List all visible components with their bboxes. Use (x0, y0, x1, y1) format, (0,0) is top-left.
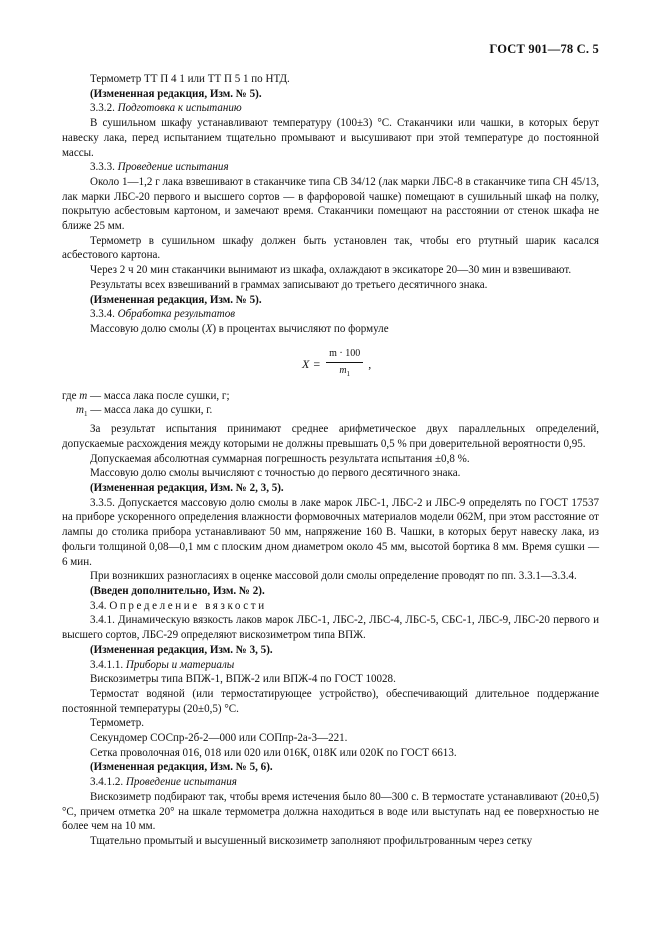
paragraph: Через 2 ч 20 мин стаканчики вынимают из шкафа, охлаждают в эксикаторе 20—30 мин и взвешивают. (90, 264, 572, 277)
paragraph: Термостат водяной (или термостатирующее устройство), обеспечивающий длительное поддержание постоянной температуры (20±0,5) °С. (62, 687, 599, 715)
paragraph: Вискозиметры типа ВПЖ-1, ВПЖ-2 или ВПЖ-4 по ГОСТ 10028. (90, 673, 396, 686)
text-part: — масса лака до сушки, г. (87, 404, 213, 417)
section-heading (62, 775, 599, 790)
paragraph: В сушильном шкафу устанавливают температуру (100±3) °С. Стаканчики или чашки, в которых берут навеску лака, перед испытанием тщательно промывают и высушивают при этой температуре до постоянной массы. (62, 117, 599, 159)
paragraph: Массовую долю смолы вычисляют с точностью до первого десятичного знака. (90, 467, 461, 480)
paragraph: За результат испытания принимают среднее арифметическое двух параллельных определений, допускаемые расхождения между которыми не должны превышать 0,5 % при доверительной вероятности 0,95. (62, 423, 599, 450)
section-title: Проведение испытания (125, 776, 237, 789)
formula-block (62, 341, 599, 389)
paragraph: Термометр в сушильном шкафу должен быть установлен так, чтобы его ртутный шарик касался асбестового картона. (62, 234, 599, 262)
paragraph: Результаты всех взвешиваний в граммах записывают до третьего десятичного знака. (90, 278, 488, 291)
formula-fraction (326, 347, 363, 382)
section-number: 3.4.1.1. (90, 658, 126, 671)
paragraph: Термометр ТТ П 4 1 или ТТ П 5 1 по НТД. (90, 73, 290, 85)
paragraph: При возникших разногласиях в оценке массовой доли смолы определение проводят по пп. 3.3.1—3.3.4. (90, 570, 577, 583)
variable: X (205, 322, 213, 335)
section-title: Проведение испытания (117, 161, 229, 174)
formula-numerator: m · 100 (326, 347, 363, 364)
section-number: 3.3.3. (90, 161, 118, 174)
section-title: Подготовка к испытанию (117, 102, 242, 115)
amendment-note: (Измененная редакция, Изм. № 3, 5). (90, 643, 273, 656)
section-number: 3.4.1.2. (90, 776, 126, 789)
text-part: ) в процентах вычисляют по формуле (212, 322, 389, 335)
section-title: Приборы и материалы (125, 658, 235, 671)
section-heading (62, 307, 599, 322)
amendment-note: (Измененная редакция, Изм. № 5, 6). (90, 761, 273, 774)
section-heading (62, 658, 599, 673)
paragraph: Термометр. (90, 717, 145, 730)
text-part: — масса лака после сушки, г; (87, 389, 230, 402)
section-title: Обработка результатов (117, 308, 236, 321)
document-page (62, 0, 599, 936)
amendment-note: (Измененная редакция, Изм. № 2, 3, 5). (90, 482, 284, 495)
paragraph (62, 322, 599, 337)
paragraph: Около 1—1,2 г лака взвешивают в стаканчике типа СВ 34/12 (лак марки ЛБС-8 в стаканчике типа СН 45/13, лак марки ЛБС-20 первого и высшего сортов — в фарфоровой чашке) помещают в сушильный шкаф на полку, покрытую асбестовым картоном, и замечают время. Стаканчики помещают на расстоянии от стенок шкафа не ближе 25 мм. (62, 175, 599, 233)
variable: m (76, 404, 84, 417)
text-part: где (62, 389, 80, 402)
paragraph (62, 389, 599, 404)
formula-denominator-var: m (339, 365, 347, 377)
page-header: ГОСТ 901—78 С. 5 (489, 42, 599, 56)
formula-denominator-sub: 1 (346, 370, 351, 379)
text-part: Массовую долю смолы ( (90, 322, 206, 335)
section-heading (62, 599, 599, 614)
amendment-note: (Измененная редакция, Изм. № 5). (90, 87, 262, 100)
section-number: 3.4. (90, 599, 110, 612)
paragraph: Вискозиметр подбирают так, чтобы время истечения было 80—300 с. В термостате устанавливают (20±0,5) °С, причем отметка 20° на шкале термометра должна находиться в воде или выступать над ее поверхностью не более чем на 10 мм. (62, 790, 599, 833)
variable-subscript: 1 (83, 410, 88, 419)
section-heading (62, 160, 599, 175)
paragraph: Секундомер СОСпр-2б-2—000 или СОПпр-2а-3—221. (90, 732, 348, 745)
section-title: Определение вязкости (109, 599, 267, 612)
paragraph (62, 403, 599, 422)
paragraph: Тщательно промытый и высушенный вискозиметр заполняют профильтрованным через сетку (90, 834, 533, 847)
mass-fraction-formula (302, 347, 371, 382)
section-number: 3.3.2. (90, 102, 118, 115)
formula-lhs: X (302, 357, 310, 371)
paragraph: 3.4.1. Динамическую вязкость лаков марок ЛБС-1, ЛБС-2, ЛБС-4, ЛБС-5, СБС-1, ЛБС-9, ЛБС-20 первого и высшего сортов, ЛБС-29 определяют вискозиметром типа ВПЖ. (62, 614, 599, 642)
formula-tail: , (368, 357, 372, 371)
amendment-note: (Введен дополнительно, Изм. № 2). (90, 585, 265, 597)
paragraph: 3.3.5. Допускается массовую долю смолы в лаке марок ЛБС-1, ЛБС-2 и ЛБС-9 определять по ГОСТ 17537 на приборе ускоренного определения влажности формовочных материалов модели 062М, при этом расстояние от лампы до столика прибора устанавливают 50 мм, напряжение 160 В. Чашки, в которых берут навеску лака, из фольги толщиной 0,08—0,1 мм с плоским дном диаметром около 45 мм, высотой бортика 8 мм. Время сушки — 6 мин. (62, 496, 599, 568)
document-body (62, 72, 599, 849)
section-number: 3.3.4. (90, 308, 118, 321)
amendment-note: (Измененная редакция, Изм. № 5). (90, 293, 262, 306)
formula-denominator (339, 363, 350, 382)
paragraph: Допускаемая абсолютная суммарная погрешность результата испытания ±0,8 %. (90, 452, 470, 465)
section-heading (62, 101, 599, 116)
variable: m (79, 389, 88, 402)
formula-equals: = (313, 357, 321, 371)
paragraph: Сетка проволочная 016, 018 или 020 или 016К, 018К или 020К по ГОСТ 6613. (90, 746, 457, 759)
